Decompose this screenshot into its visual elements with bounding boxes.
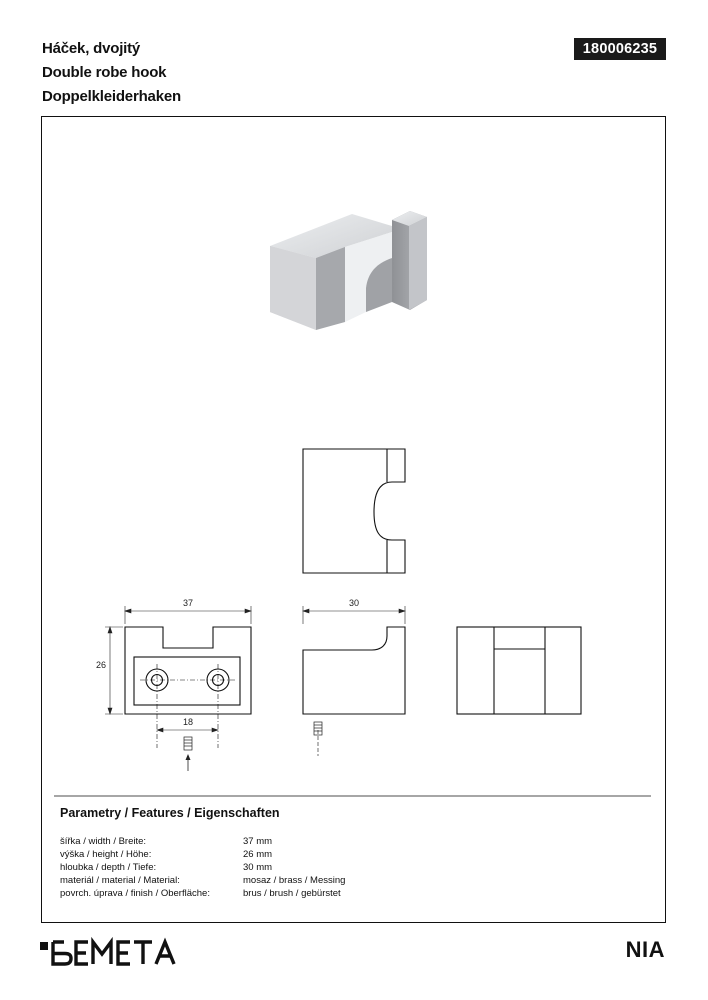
- title-czech: Háček, dvojitý: [42, 40, 141, 57]
- profile-view: [303, 449, 405, 573]
- dimension-height: [105, 627, 123, 714]
- dimension-width-label: 37: [182, 598, 194, 608]
- title-german: Doppelkleiderhaken: [42, 88, 181, 105]
- feature-label-depth: hloubka / depth / Tiefe:: [60, 862, 157, 873]
- feature-label-finish: povrch. úprava / finish / Oberfläche:: [60, 888, 210, 899]
- dimension-width: [125, 606, 251, 624]
- dimension-depth: [303, 606, 405, 624]
- dimension-hole-spacing-label: 18: [182, 717, 194, 727]
- feature-value-finish: brus / brush / gebürstet: [243, 888, 341, 899]
- product-photo: [270, 211, 427, 330]
- screw-icon: [184, 737, 192, 750]
- dimension-hole-spacing: [157, 728, 218, 732]
- dimension-height-label: 26: [95, 660, 107, 670]
- features-heading: Parametry / Features / Eigenschaften: [60, 806, 280, 820]
- series-name: NIA: [625, 937, 665, 962]
- arrow-up-icon: [186, 754, 191, 771]
- feature-value-height: 26 mm: [243, 849, 273, 860]
- feature-value-width: 37 mm: [243, 836, 273, 847]
- feature-value-material: mosaz / brass / Messing: [243, 875, 346, 886]
- side-view: [303, 627, 405, 756]
- bemeta-logo: [40, 934, 190, 968]
- feature-label-width: šířka / width / Breite:: [60, 836, 147, 847]
- feature-value-depth: 30 mm: [243, 862, 273, 873]
- feature-label-height: výška / height / Höhe:: [60, 849, 152, 860]
- product-code-badge: 180006235: [574, 38, 666, 60]
- dimension-depth-label: 30: [348, 598, 360, 608]
- feature-label-material: materiál / material / Material:: [60, 875, 180, 886]
- back-view: [457, 627, 581, 714]
- title-english: Double robe hook: [42, 64, 167, 81]
